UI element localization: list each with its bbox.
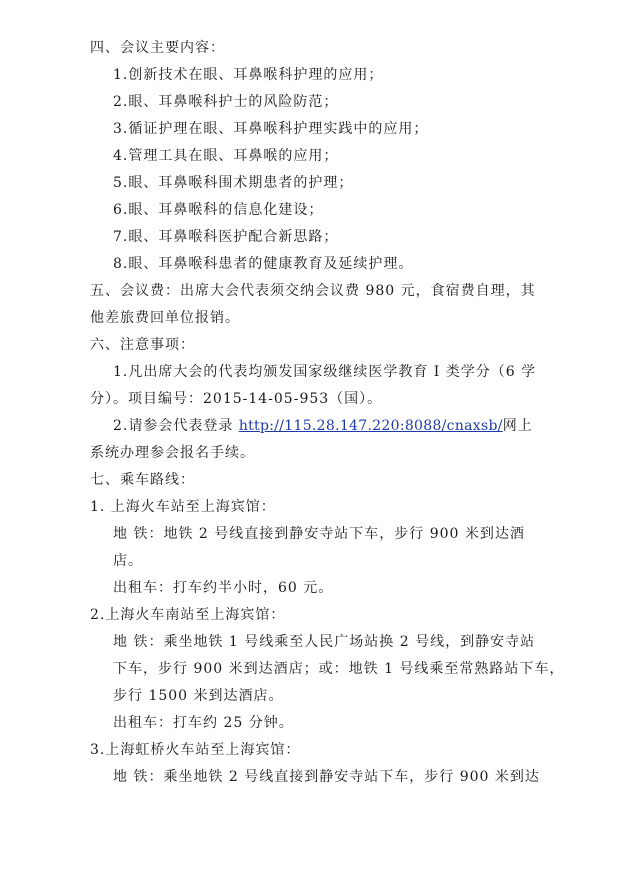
list-item: 4.管理工具在眼、耳鼻喉的应用； xyxy=(113,148,339,164)
route-2-metro-line-2: 下车，步行 900 米到达酒店；或：地铁 1 号线乘至常熟路站下车， xyxy=(113,661,565,677)
section-5-fee-line-2: 他差旅费回单位报销。 xyxy=(90,310,240,326)
route-3-title: 3.上海虹桥火车站至上海宾馆： xyxy=(90,742,301,758)
route-1-metro-line-1: 地 铁：地铁 2 号线直接到静安寺站下车，步行 900 米到达酒 xyxy=(113,526,525,542)
list-item: 6.眼、耳鼻喉科的信息化建设； xyxy=(113,202,324,218)
route-2-title: 2.上海火车南站至上海宾馆： xyxy=(90,607,286,623)
list-item: 1.创新技术在眼、耳鼻喉科护理的应用； xyxy=(113,67,384,83)
registration-link[interactable]: http://115.28.147.220:8088/cnaxsb/ xyxy=(238,418,503,434)
route-2-metro-line-1: 地 铁：乘坐地铁 1 号线乘至人民广场站换 2 号线，到静安寺站 xyxy=(113,634,536,650)
list-item: 7.眼、耳鼻喉科医护配合新思路； xyxy=(113,229,339,245)
note-1-line-2: 分）。项目编号：2015-14-05-953（国）。 xyxy=(90,391,383,407)
route-2-metro-line-3: 步行 1500 米到达酒店。 xyxy=(113,688,284,704)
note-2-line-2: 系统办理参会报名手续。 xyxy=(90,445,255,461)
route-1-taxi: 出租车：打车约半小时，60 元。 xyxy=(113,580,334,596)
section-4-heading: 四、会议主要内容： xyxy=(90,40,225,56)
list-item: 5.眼、耳鼻喉科围术期患者的护理； xyxy=(113,175,354,191)
list-item: 2.眼、耳鼻喉科护士的风险防范； xyxy=(113,94,339,110)
note-2-prefix: 2.请参会代表登录 xyxy=(113,418,239,434)
route-2-taxi: 出租车：打车约 25 分钟。 xyxy=(113,715,294,731)
note-1-line-1: 1.凡出席大会的代表均颁发国家级继续医学教育 I 类学分（6 学 xyxy=(113,364,537,380)
note-2-line-1 xyxy=(113,416,533,436)
route-1-title: 1. 上海火车站至上海宾馆： xyxy=(90,499,276,515)
route-1-metro-line-2: 店。 xyxy=(113,553,143,569)
section-7-heading: 七、乘车路线： xyxy=(90,472,195,488)
route-3-metro-line-1: 地 铁：乘坐地铁 2 号线直接到静安寺站下车，步行 900 米到达 xyxy=(113,769,540,785)
note-2-suffix: 网上 xyxy=(502,418,533,434)
list-item: 3.循证护理在眼、耳鼻喉科护理实践中的应用； xyxy=(113,121,429,137)
list-item: 8.眼、耳鼻喉科患者的健康教育及延续护理。 xyxy=(113,256,414,272)
section-5-fee-line-1: 五、会议费：出席大会代表须交纳会议费 980 元，食宿费自理，其 xyxy=(90,283,536,299)
section-6-heading: 六、注意事项： xyxy=(90,337,195,353)
